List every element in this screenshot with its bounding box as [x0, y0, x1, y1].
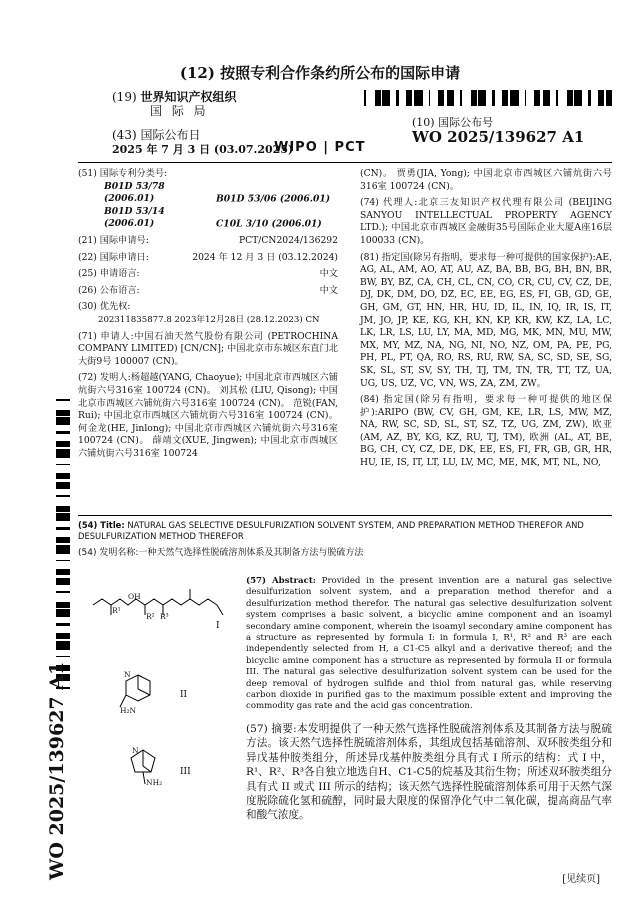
- title-zh-text: 一种天然气选择性脱硫溶剂体系及其制备方法与脱硫方法: [138, 548, 364, 558]
- ipc-row-1: [78, 181, 338, 206]
- abstract-zh: [246, 722, 612, 823]
- agent-label: (74) 代理人:: [360, 197, 418, 209]
- biblio-right: [360, 168, 612, 470]
- r2-label: R²: [146, 612, 155, 621]
- app-no-label: (21) 国际申请号:: [78, 234, 149, 246]
- app-no-row: [78, 235, 338, 248]
- designated-states: [360, 252, 612, 391]
- inventors-cont: (CN)。 贾勇(JIA, Yong); 中国北京市西城区六铺炕街六号316室 100724 (CN)。: [360, 168, 612, 192]
- states-text: AE, AG, AL, AM, AO, AT, AU, AZ, BA, BB, BG, BH, BN, BR, BW, BY, BZ, CA, CH, CL, CN, CO, CR, CU, CV, CZ, DE, DJ, DK, DM, DO, DZ, EC, EE, EG, ES, FI, GB, GD, GE, GH, GM, GT, HN, HR, HU, ID, IL, IN, IQ, IR, IS, IT, JM, JO, JP, KE, KG, KH, KN, KP, KR, KW, KZ, LA, LC, LK, LR, LS, LU, LY, MA, MD, MG, MK, MN, MU, MW, MX, MY, MZ, NA, NG, NI, NO, NZ, OM, PA, PE, PG, PH, PL, PT, QA, RO, RS, RU, RW, SA, SC, SD, SE, SG, SK, SL, ST, SV, SY, TH, TJ, TM, TN, TR, TT, TZ, UA, UG, US, UZ, VC, VN, WS, ZA, ZM, ZW。: [360, 251, 612, 389]
- r3-label: R³: [160, 612, 169, 621]
- pub-lang-label: (26) 公布语言:: [78, 284, 140, 296]
- states-label: (81) 指定国(除另有指明，要求每一种可提供的国家保护):: [360, 251, 596, 263]
- filing-row: [78, 252, 338, 265]
- applicant-label: (71) 申请人:: [78, 330, 134, 342]
- barcode-image: [360, 90, 612, 106]
- title-en: [78, 520, 612, 542]
- ipc-code: B01D 53/78 (2006.01): [104, 180, 165, 205]
- pub-date-label: (43) 国际公布日: [112, 128, 201, 142]
- designated-regions: [360, 394, 612, 470]
- abstract-en: [246, 576, 612, 713]
- formula-III-label: III: [180, 767, 191, 777]
- oh-label: OH: [128, 592, 141, 601]
- ipc-label: (51) 国际专利分类号:: [78, 168, 168, 179]
- inventor-text: 杨超越(YANG, Chaoyue); 中国北京市西城区六铺炕街六号316室 100724 (CN)。 刘其松 (LIU, Qisong); 中国北京市西城区六铺炕街六号316室 100724 (CN)。 范锐(FAN, Rui); 中国北京市西城区六铺炕街六号316室 100724 (CN)。 何金龙(HE, Jinlong); 中国北京市西城区六铺炕街六号316室 100724 (CN)。 薛靖文(XUE, Jingwen); 中国北京市西城区六铺炕街六号316室 100724: [78, 372, 338, 459]
- wipo-pct-logo: WIPO | PCT: [274, 140, 366, 155]
- regions-label: (84) 指定国(除另有指明，要求每一种可提供的地区保护):: [360, 394, 612, 418]
- formula-II-label: II: [180, 690, 188, 700]
- agent-text: 北京三友知识产权代理有限公司 (BEIJING SANYOU INTELLECTUAL PROPERTY AGENCY LTD.); 中国北京市西城区金融街35号国际企业大厦A座16层 100033 (CN)。: [360, 197, 612, 246]
- title-en-text: NATURAL GAS SELECTIVE DESULFURIZATION SOLVENT SYSTEM, AND PREPARATION METHOD THEREFOR AND DESULFURIZATION METHOD THEREFOR: [78, 520, 584, 541]
- bicyclic-II: [120, 675, 150, 707]
- inventor-label: (72) 发明人:: [78, 372, 131, 384]
- lang-row: [78, 268, 338, 281]
- abstract-en-text: Provided in the present invention are a natural gas selective desulfurization solvent system, and a preparation method therefor and a desulfurization method therefor. The natural gas selective desulfurization solvent system comprises a basic solvent, a bicyclic amine component and an isoamyl secondary amine component, wherein the isoamyl secondary amine component has a structure as represented by formula I: in formula I, R¹, R² and R³ are each independently selected from H, a C1-C5 alkyl and a derivative thereof; and the bicyclic amine component has a structure as represented by formula II or formula III. The natural gas selective desulfurization solvent system can be used for the deep removal of hydrogen sulfide and thiol from natural gas, while reserving carbon dioxide in purified gas to the maximum possible extent and improving the commodity gas rate and the acid gas concentration.: [246, 576, 613, 712]
- abstract-zh-text: 本发明提供了一种天然气选择性脱硫溶剂体系及其制备方法与脱硫方法。该天然气选择性脱硫溶剂体系，其组成包括基础溶剂、双环胺类组分和异戊基仲胺类组分，所述异戊基仲胺类组分具有式 I 所示的结构：式 I 中，R¹、R²、R³各自独立地选自H、C1-C5的烷基及其衍生物；所述双环胺类组分具有式 II 或式 III 所示的结构；该天然气选择性脱硫溶剂体系可用于天然气深度脱除硫化氢和硫醇，同时最大限度的保留净化气中二氧化碳，提高商品气率和酸气浓度。: [246, 723, 613, 822]
- bureau: 国 际 局: [150, 104, 209, 118]
- pub-lang: 中文: [319, 284, 338, 296]
- divider: [78, 515, 612, 516]
- title-zh-label: (54) 发明名称:: [78, 548, 139, 558]
- priority: 202311835877.8 2023年12月28日 (28.12.2023) CN: [98, 314, 320, 325]
- title-zh: [78, 547, 612, 560]
- n-label: N: [132, 746, 139, 755]
- lang-label: (25) 申请语言:: [78, 268, 140, 280]
- pub-number: WO 2025/139627 A1: [412, 128, 585, 146]
- org-label: 世界知识产权组织: [140, 90, 237, 104]
- agent: [360, 197, 612, 247]
- pub-number-label: (10) 国际公布号: [412, 116, 494, 129]
- formula-I-label: I: [216, 621, 220, 631]
- ipc-row-2: [78, 206, 338, 231]
- ipc-code: B01D 53/06 (2006.01): [216, 193, 331, 205]
- biblio-left: [78, 168, 338, 460]
- n-label: N: [124, 670, 131, 679]
- nh2-label: NH₂: [146, 778, 163, 787]
- filing-label: (22) 国际申请日:: [78, 251, 149, 263]
- document-title: (12) 按照专利合作条约所公布的国际申请: [179, 64, 461, 82]
- applicant-text: 中国石油天然气股份有限公司 (PETROCHINA COMPANY LIMITED) [CN/CN]; 中国北京市东城区东直门北大街9号 100007 (CN)。: [78, 330, 338, 367]
- ipc-code: C10L 3/10 (2006.01): [216, 218, 322, 230]
- pub-lang-row: [78, 285, 338, 298]
- pub-date: 2025 年 7 月 3 日 (03.07.2025): [112, 143, 294, 156]
- side-barcode-image: [56, 395, 70, 695]
- ipc-code: B01D 53/14 (2006.01): [104, 205, 165, 230]
- abstract-en-label: (57) Abstract:: [246, 576, 316, 586]
- divider: [78, 162, 612, 163]
- priority-label: (30) 优先权:: [78, 301, 131, 313]
- org-code: (19): [112, 90, 137, 104]
- abstract-zh-label: (57) 摘要:: [246, 723, 297, 735]
- r1-label: R¹: [112, 606, 121, 615]
- lang: 中文: [319, 268, 338, 280]
- side-pub-number: WO 2025/139627 A1: [46, 661, 68, 880]
- methyl-bond: [217, 605, 223, 615]
- h2n-label: H₂N: [120, 706, 137, 715]
- continued-footer: [见续页]: [562, 874, 600, 885]
- chain-bonds: [93, 599, 217, 605]
- filing-date: 2024 年 12 月 3 日 (03.12.2024): [192, 251, 338, 263]
- title-en-label: (54) Title:: [78, 520, 125, 530]
- regions-text: ARIPO (BW, CV, GH, GM, KE, LR, LS, MW, MZ, NA, RW, SC, SD, SL, ST, SZ, TZ, UG, ZM, ZW), 欧亚 (AM, AZ, BY, KG, KZ, RU, TJ, TM), 欧洲 (AL, AT, BE, BG, CH, CY, CZ, DE, DK, EE, ES, FI, FR, GB, GR, HR, HU, IE, IS, IT, LT, LU, LV, MC, ME, MK, MT, NL, NO,: [360, 406, 612, 469]
- inventors: [78, 372, 338, 460]
- applicant: [78, 331, 338, 369]
- app-no: PCT/CN2024/136292: [238, 234, 338, 246]
